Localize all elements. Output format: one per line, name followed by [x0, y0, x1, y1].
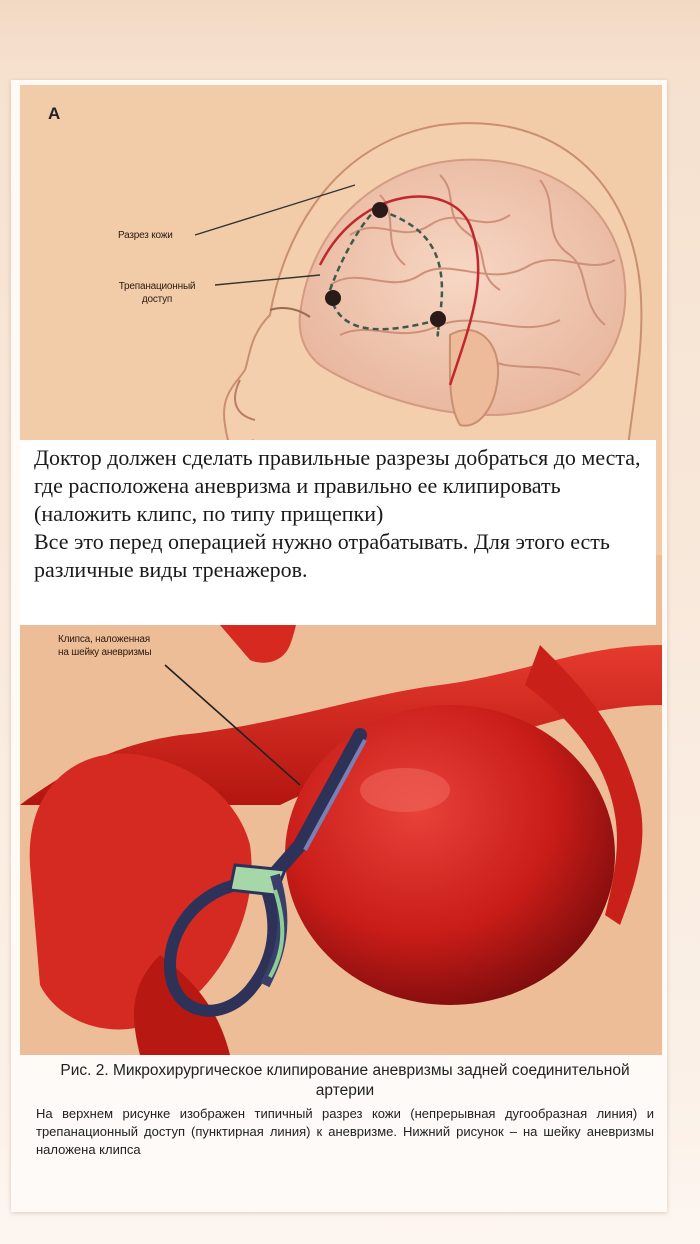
clip-label — [58, 633, 151, 659]
burr-hole-3 — [430, 311, 446, 327]
craniotomy-label-line1: Трепанационный — [118, 281, 196, 292]
clip-label-line1: Клипса, наложенная — [58, 634, 150, 645]
clip-label-line2: на шейку аневризмы — [58, 647, 152, 658]
overlay-paragraph-1: Доктор должен сделать правильные разрезы добраться до места, где расположена аневризма и правильно ее клипировать (наложить клипс, по типу прищепки) — [34, 445, 641, 526]
skin-incision-label: Разрез кожи — [118, 230, 173, 241]
aneurysm — [285, 705, 615, 1005]
text-overlay — [20, 440, 656, 625]
craniotomy-label-line2: доступ — [141, 294, 173, 305]
caption-body: На верхнем рисунке изображен типичный разрез кожи (непрерывная дугообразная линия) и трепанационный доступ (пунктирная линия) к аневризме. Нижний рисунок – на шейку аневризмы наложена клипса — [36, 1106, 654, 1157]
panel-letter: A — [48, 104, 61, 123]
burr-hole-2 — [325, 290, 341, 306]
craniotomy-label — [102, 280, 212, 306]
figure-caption — [20, 1055, 662, 1205]
caption-title: Рис. 2. Микрохирургическое клипирование аневризмы задней соединительной артерии — [60, 1062, 630, 1099]
overlay-paragraph-2: Все это перед операцией нужно отрабатывать. Для этого есть различные виды тренажеров. — [34, 529, 610, 582]
burr-hole-1 — [372, 202, 388, 218]
